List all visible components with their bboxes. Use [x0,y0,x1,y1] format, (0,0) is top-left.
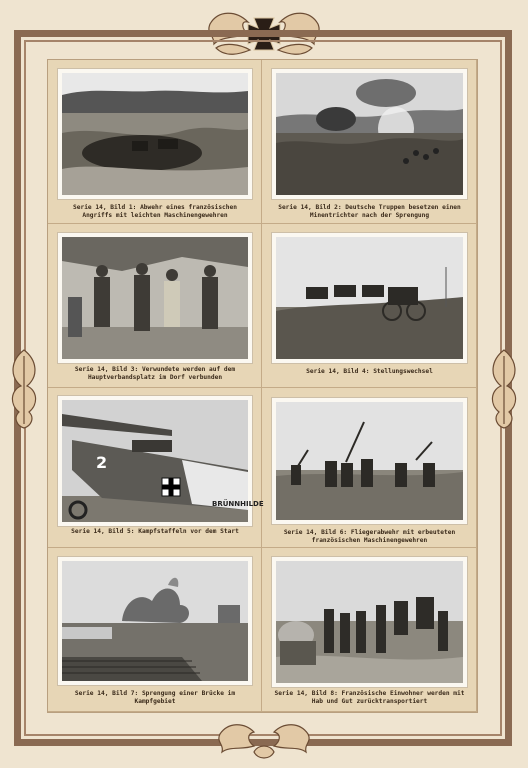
caption-6: Serie 14, Bild 6: Fliegerabwehr mit erbeuteten französischen Maschinengewehren [283,529,456,544]
oak-leaf-ornament-left [3,346,45,432]
photo-position-change [276,237,463,359]
photo-card-4 [271,232,468,364]
caption-3: Serie 14, Bild 3: Verwundete werden auf dem Hauptverbandsplatz im Dorf verbunden [74,366,236,381]
caption-5: Serie 14, Bild 5: Kampfstaffeln vor dem Start [71,528,239,535]
photo-card-8 [271,556,468,688]
photo-trench-machine-gun [62,73,248,195]
photo-card-6 [271,397,468,525]
caption-1: Serie 14, Bild 1: Abwehr eines französischen Angriffs mit leichten Maschinengewehren [73,204,237,219]
photo-card-7 [57,556,253,686]
photo-anti-aircraft-guns [276,402,463,520]
photo-card-3 [57,232,253,364]
photo-card-1 [57,68,253,200]
caption-7: Serie 14, Bild 7: Sprengung einer Brücke im Kampfgebiet [74,690,236,705]
caption-8: Serie 14, Bild 8: Französische Einwohner werden mit Hab und Gut zurücktransportiert [274,690,465,705]
aircraft-number: 2 [96,453,108,472]
caption-2: Serie 14, Bild 2: Deutsche Truppen besetzen einen Minentrichter nach der Sprengung [278,204,461,219]
photo-card-2 [271,68,468,200]
photo-mine-crater [276,73,463,195]
oak-leaf-ornament-bottom [214,716,314,764]
caption-4: Serie 14, Bild 4: Stellungswechsel [306,368,433,375]
photo-biplane [62,400,264,522]
photo-bridge-explosion [62,561,248,681]
oak-leaf-ornament-right [483,346,525,432]
aircraft-name: BRÜNNHILDE [212,500,264,508]
photo-civilian-evacuation [276,561,463,683]
photo-card-5 [57,395,264,527]
photo-field-hospital [62,237,248,359]
